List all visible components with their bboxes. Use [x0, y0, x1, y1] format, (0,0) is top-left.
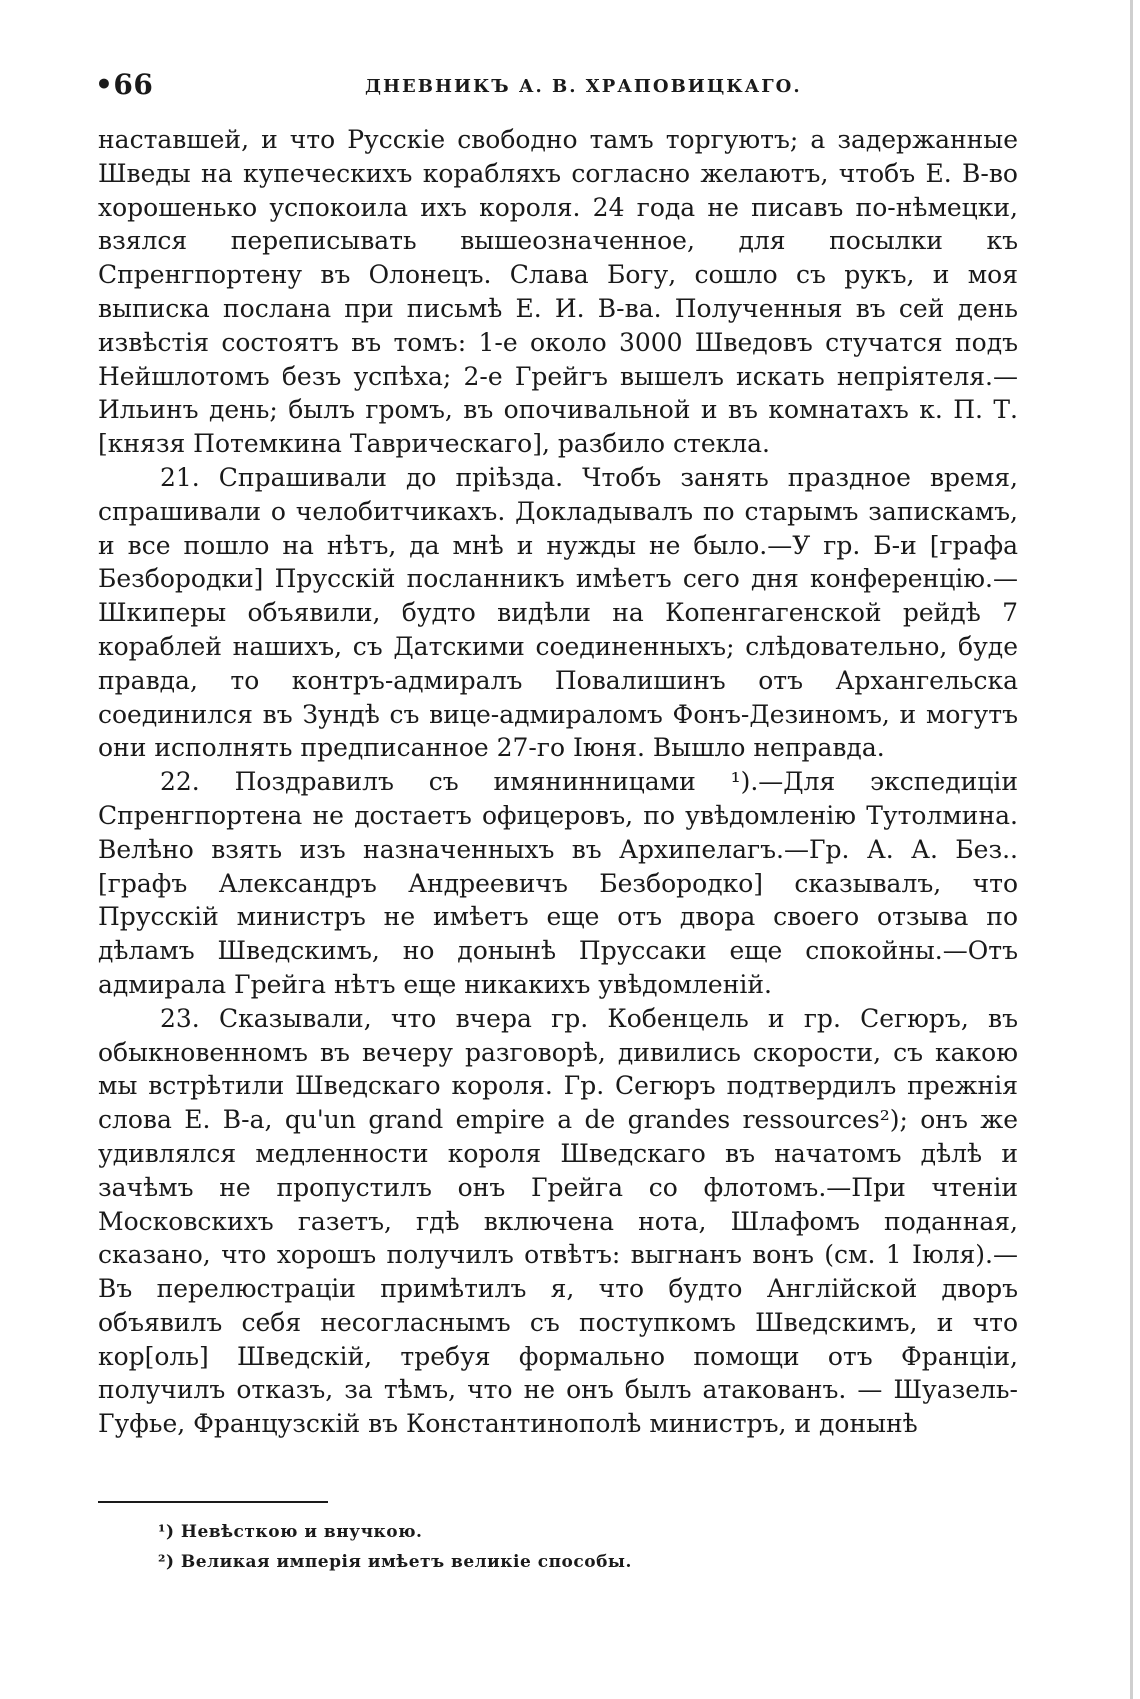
main-text: [98, 123, 1018, 1441]
footnotes: [158, 1517, 958, 1577]
page-header: [95, 68, 1020, 108]
paragraph-entry-21: 21. Спрашивали до пріѣзда. Чтобъ занять праздное время, спрашивали о челобитчикахъ. Докладывалъ по старымъ запискамъ, и все пошло на нѣтъ, да мнѣ и нужды не было.—У гр. Б-и [графа Безбородки] Прусскій посланникъ имѣетъ сего дня конференцію.—Шкиперы объявили, будто видѣли на Копенгагенской рейдѣ 7 кораблей нашихъ, съ Датскими соединенныхъ; слѣдовательно, буде правда, то контръ-адмиралъ Повалишинъ отъ Архангельска соединился въ Зундѣ съ вице-адмираломъ Фонъ-Дезиномъ, и могутъ они исполнять предписанное 27-го Іюня. Вышло неправда.: [98, 462, 1018, 763]
paragraph-continued: наставшей, и что Русскіе свободно тамъ торгуютъ; а задержанные Шведы на купеческихъ корабляхъ согласно желаютъ, чтобъ Е. В-во хорошенько успокоила ихъ короля. 24 года не писавъ по-нѣмецки, взялся переписывать вышеозначенное, для посылки къ Спренгпортену въ Олонецъ. Слава Богу, сошло съ рукъ, и моя выписка послана при письмѣ Е. И. В-ва. Полученныя въ сей день извѣстія состоятъ въ томъ: 1-е около 3000 Шведовъ стучатся подъ Нейшлотомъ безъ успѣха; 2-е Грейгъ вышелъ искать непріятеля.—Ильинъ день; былъ громъ, въ опочивальной и въ комнатахъ к. П. Т. [князя Потемкина Таврическаго], разбило стекла.: [98, 125, 1018, 459]
paragraph-entry-22: 22. Поздравилъ съ имянинницами ¹).—Для экспедиціи Спренгпортена не достаетъ офицеровъ, по увѣдомленію Тутолмина. Велѣно взять изъ назначенныхъ въ Архипелагъ.—Гр. А. А. Без.. [графъ Александръ Андреевичъ Безбородко] сказывалъ, что Прусскій министръ не имѣетъ еще отъ двора своего отзыва по дѣламъ Шведскимъ, но донынѣ Пруссаки еще спокойны.—Отъ адмирала Грейга нѣтъ еще никакихъ увѣдомленій.: [98, 767, 1018, 999]
footnote-2: ²) Великая имперія имѣетъ великіе способы.: [158, 1552, 632, 1572]
page-number: •66: [95, 68, 154, 101]
paragraph-entry-23: 23. Сказывали, что вчера гр. Кобенцель и гр. Сегюръ, въ обыкновенномъ въ вечеру разговорѣ, дивились скорости, съ какою мы встрѣтили Шведскаго короля. Гр. Сегюръ подтвердилъ прежнія слова Е. В-а, qu'un grand empire a de grandes ressources²); онъ же удивлялся медленности короля Шведскаго въ начатомъ дѣлѣ и зачѣмъ не пропустилъ онъ Грейга со флотомъ.—При чтеніи Московскихъ газетъ, гдѣ включена нота, Шлафомъ поданная, сказано, что хорошъ получилъ отвѣтъ: выгнанъ вонъ (см. 1 Іюля).—Въ перелюстраціи примѣтилъ я, что будто Англійской дворъ объявилъ себя несогласнымъ съ поступкомъ Шведскимъ, и что кор[оль] Шведскій, требуя формально помощи отъ Франціи, получилъ отказъ, за тѣмъ, что не онъ былъ атакованъ. — Шуазель-Гуфье, Французскій въ Константинополѣ министръ, и донынѣ: [98, 1003, 1018, 1439]
footnote-divider: [98, 1501, 328, 1503]
page-edge: [1130, 0, 1133, 1699]
running-head: ДНЕВНИКЪ А. В. ХРАПОВИЦКАГО.: [365, 76, 802, 97]
footnote-1: ¹) Невѣсткою и внучкою.: [158, 1522, 423, 1542]
